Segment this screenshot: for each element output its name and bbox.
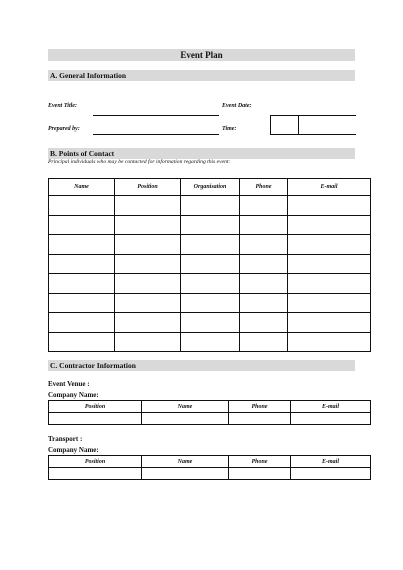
contact-name-cell[interactable] [49,332,115,352]
contact-name-cell[interactable] [49,254,115,274]
contact-position-cell[interactable] [115,215,181,235]
venue-col-phone: Phone [229,401,291,413]
contact-organisation-cell[interactable] [181,332,240,352]
event-date-field[interactable] [270,115,356,116]
time-box-left-edge [270,116,271,135]
contact-name-cell[interactable] [49,196,115,216]
contact-phone-cell[interactable] [240,235,288,255]
contact-table-body [49,196,371,352]
transport-col-email: E-mail [291,456,371,468]
contact-table-header [49,179,371,196]
table-row [49,413,371,425]
contact-position-cell[interactable] [115,254,181,274]
table-row [49,196,371,216]
contact-name-cell[interactable] [49,313,115,333]
venue-col-name: Name [142,401,229,413]
contact-position-cell[interactable] [115,274,181,294]
contact-phone-cell[interactable] [240,332,288,352]
table-row [49,313,371,333]
transport-contractor-table [48,455,371,480]
contact-organisation-cell[interactable] [181,235,240,255]
transport-col-name: Name [142,456,229,468]
venue-position-cell[interactable] [49,413,142,425]
contact-organisation-cell[interactable] [181,313,240,333]
contact-email-cell[interactable] [288,215,371,235]
transport-position-cell[interactable] [49,468,142,480]
venue-company-name-label: Company Name: [48,391,99,399]
transport-col-phone: Phone [229,456,291,468]
transport-name-cell[interactable] [142,468,229,480]
prepared-by-label: Prepared by: [48,126,80,132]
contact-email-cell[interactable] [288,235,371,255]
table-row [49,254,371,274]
contact-name-cell[interactable] [49,274,115,294]
venue-col-email: E-mail [291,401,371,413]
venue-col-position: Position [49,401,142,413]
contact-phone-cell[interactable] [240,254,288,274]
contact-name-cell[interactable] [49,215,115,235]
contact-position-cell[interactable] [115,196,181,216]
contact-phone-cell[interactable] [240,196,288,216]
table-row [49,215,371,235]
contact-organisation-cell[interactable] [181,254,240,274]
contact-position-cell[interactable] [115,332,181,352]
table-row [49,468,371,480]
transport-col-position: Position [49,456,142,468]
contact-note: Principal individuals who may be contacted for information regarding this event: [48,159,231,165]
event-date-label: Event Date: [222,103,252,109]
contact-phone-cell[interactable] [240,313,288,333]
section-a-heading: A. General Information [48,70,355,81]
contact-email-cell[interactable] [288,313,371,333]
contact-organisation-cell[interactable] [181,215,240,235]
table-row [49,293,371,313]
contact-email-cell[interactable] [288,254,371,274]
venue-email-cell[interactable] [291,413,371,425]
time-label: Time: [222,126,237,132]
transport-label: Transport : [48,435,83,443]
contact-phone-cell[interactable] [240,293,288,313]
table-row [49,274,371,294]
venue-name-cell[interactable] [142,413,229,425]
transport-phone-cell[interactable] [229,468,291,480]
page-title: Event Plan [48,49,355,61]
event-venue-label: Event Venue : [48,380,90,388]
time-field[interactable] [270,134,356,135]
contact-organisation-cell[interactable] [181,293,240,313]
venue-contractor-table [48,400,371,425]
contact-phone-cell[interactable] [240,215,288,235]
venue-table-header [49,401,371,413]
contact-col-organisation: Organisation [181,179,240,196]
contact-phone-cell[interactable] [240,274,288,294]
contact-position-cell[interactable] [115,235,181,255]
contact-table [48,178,371,352]
event-title-label: Event Title: [48,103,77,109]
venue-phone-cell[interactable] [229,413,291,425]
contact-email-cell[interactable] [288,332,371,352]
event-title-field[interactable] [93,115,219,116]
transport-table-header [49,456,371,468]
contact-col-email: E-mail [288,179,371,196]
contact-position-cell[interactable] [115,313,181,333]
contact-organisation-cell[interactable] [181,196,240,216]
contact-col-name: Name [49,179,115,196]
transport-email-cell[interactable] [291,468,371,480]
contact-col-position: Position [115,179,181,196]
contact-name-cell[interactable] [49,235,115,255]
contact-position-cell[interactable] [115,293,181,313]
contact-email-cell[interactable] [288,293,371,313]
contact-col-phone: Phone [240,179,288,196]
table-row [49,235,371,255]
table-row [49,332,371,352]
section-b-heading: B. Points of Contact [48,148,355,159]
contact-email-cell[interactable] [288,196,371,216]
section-c-heading: C. Contractor Information [48,360,355,371]
contact-organisation-cell[interactable] [181,274,240,294]
prepared-by-field[interactable] [93,134,219,135]
time-box-divider [298,116,299,135]
contact-name-cell[interactable] [49,293,115,313]
transport-company-name-label: Company Name: [48,446,99,454]
contact-email-cell[interactable] [288,274,371,294]
